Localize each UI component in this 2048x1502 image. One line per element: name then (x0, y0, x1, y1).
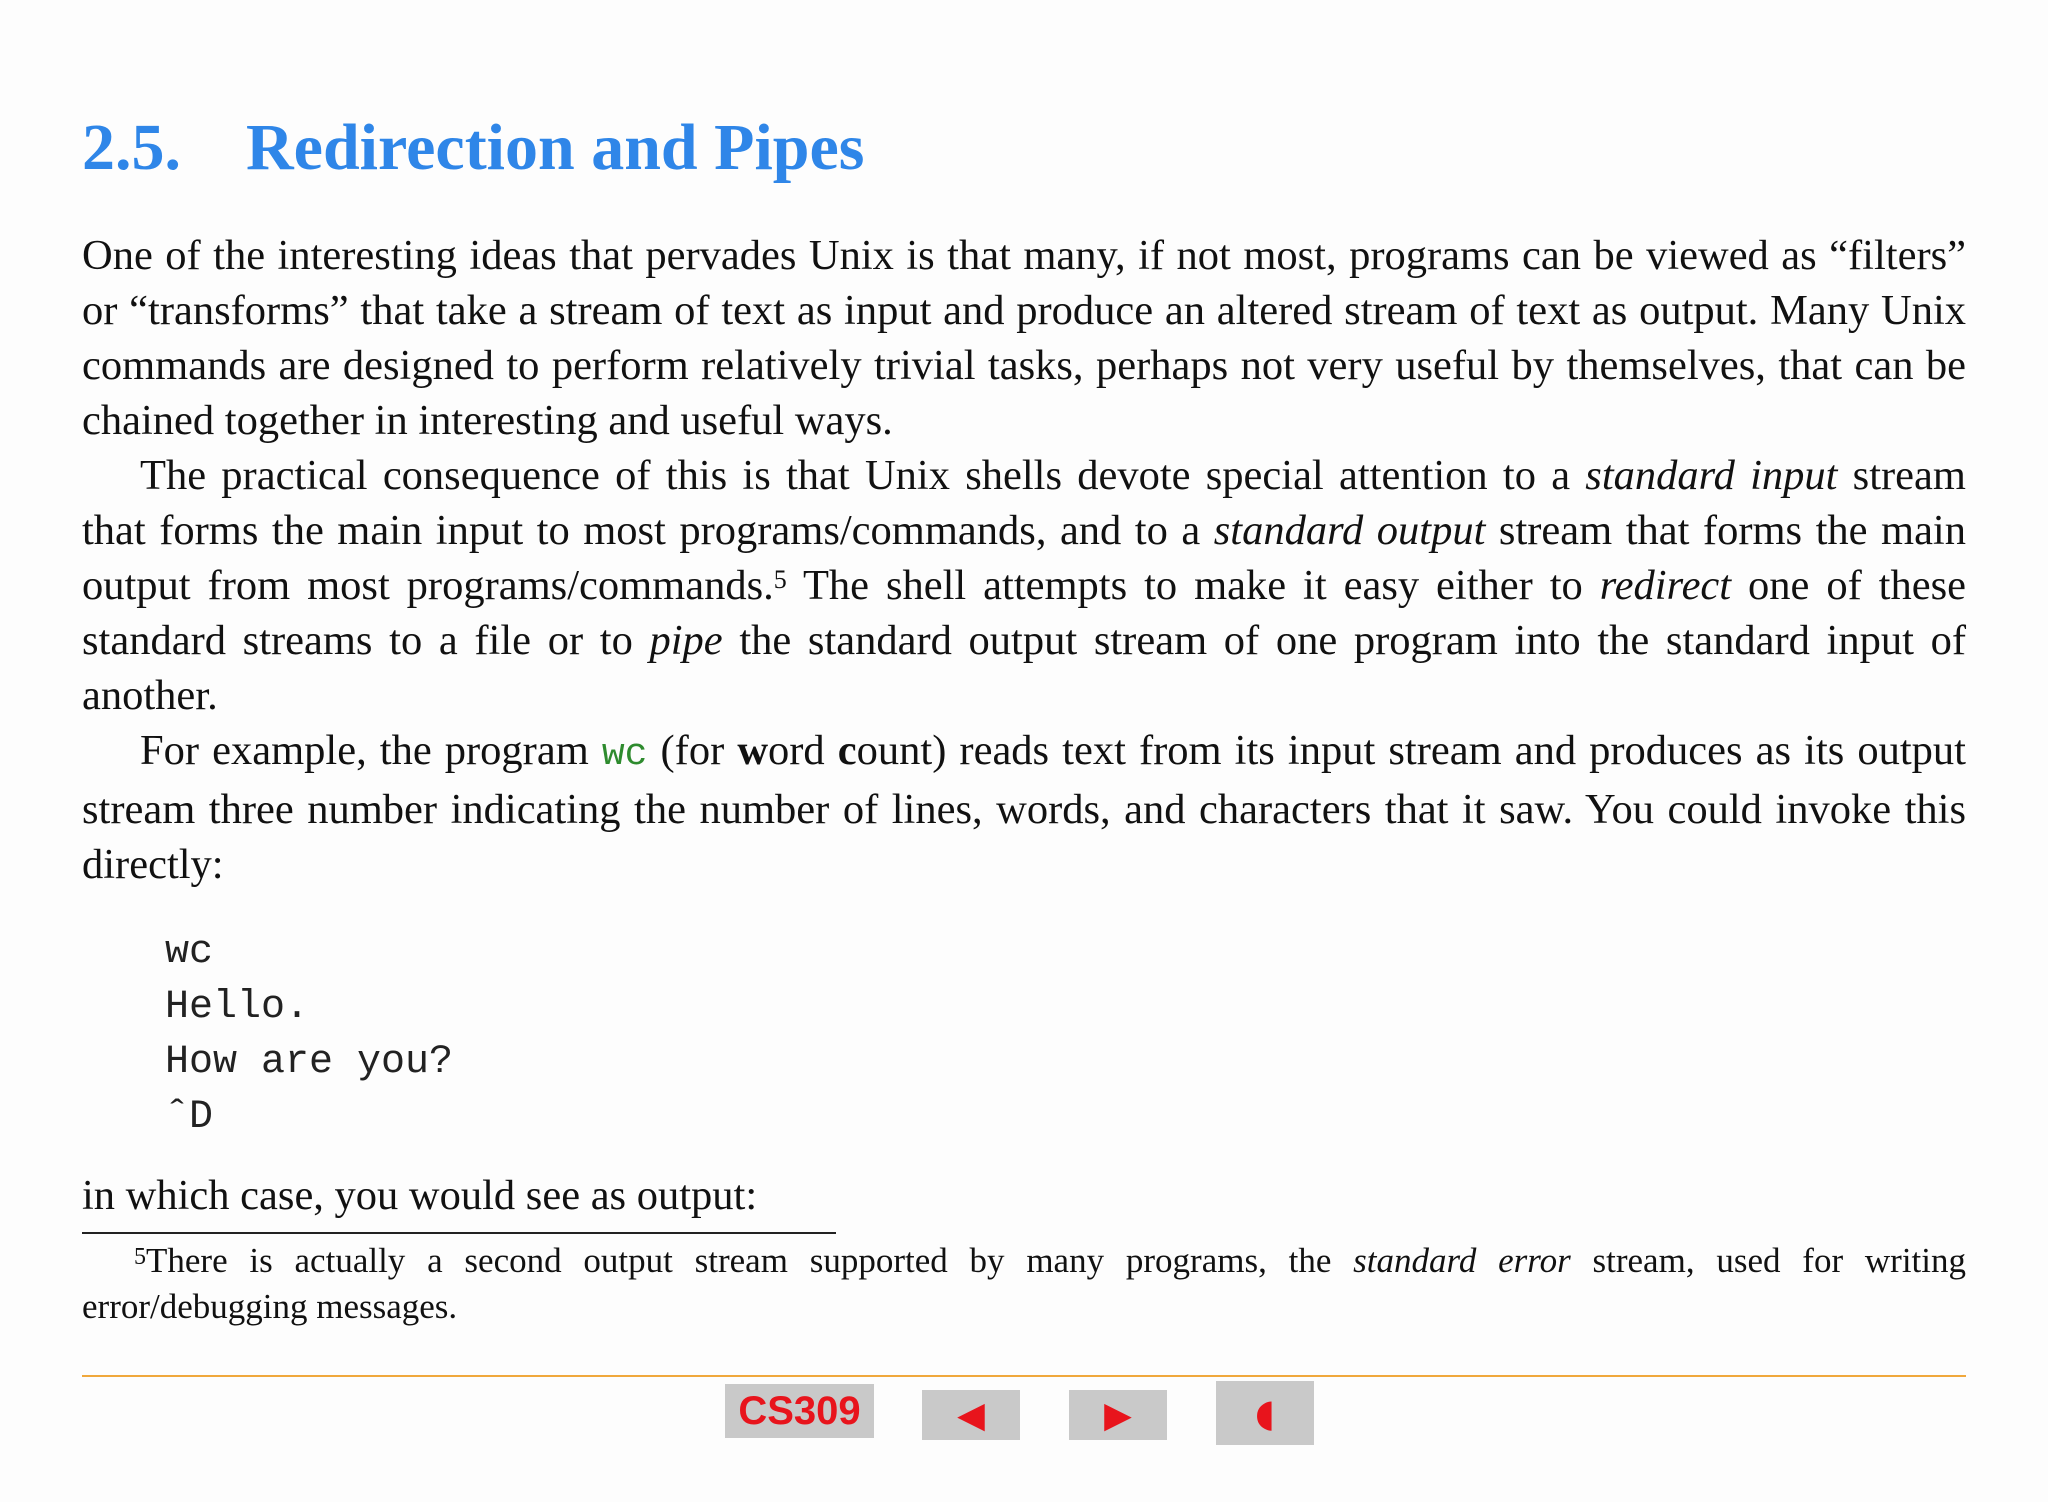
code-line: wc (165, 930, 214, 975)
go-back-button[interactable] (1216, 1381, 1314, 1445)
paragraph-intro: One of the interesting ideas that pervades Unix is that many, if not most, programs can be viewed as “filters” or “transforms” that take a stream of text as input and produce an altered stream of text as output. Many Unix commands are designed to perform relatively trivial tasks, perhaps not very useful by themselves, that can be chained together in interesting and useful ways. (82, 232, 1966, 444)
paragraph-wc-example (82, 723, 1966, 892)
back-icon: ◖ (1254, 1391, 1276, 1435)
section-number: 2.5. (82, 111, 181, 184)
text-run: stream, used for writing error/debugging messages. (82, 1241, 1967, 1326)
code-line: ˆD (165, 1095, 214, 1140)
text-run: ount) reads text from its input stream and produces as its output stream three number indicating the number of lines, words, and characters that it saw. You could invoke this directly: (82, 727, 1966, 888)
paragraph-standard-streams (82, 448, 1966, 723)
footnote-mark: 5 (134, 1244, 146, 1270)
section-title-text: Redirection and Pipes (246, 111, 865, 184)
previous-page-button[interactable] (922, 1390, 1020, 1440)
arrow-left-icon: ◀ (957, 1394, 985, 1436)
text-run: For example, the program (140, 727, 602, 774)
course-home-button[interactable]: CS309 (725, 1384, 874, 1438)
code-line: How are you? (165, 1040, 454, 1085)
footnote-divider (82, 1232, 836, 1234)
arrow-right-icon: ▶ (1104, 1394, 1132, 1436)
footnote (82, 1238, 1966, 1330)
text-run: the standard output stream of one program into the standard input of another. (82, 617, 1966, 719)
footer-divider (82, 1375, 1966, 1377)
paragraph-after-code: in which case, you would see as output: (82, 1172, 758, 1219)
bold-letter: w (737, 727, 769, 774)
code-line: Hello. (165, 985, 310, 1030)
emphasis-standard-input: standard input (1585, 452, 1838, 499)
text-run: The practical consequence of this is that Unix shells devote special attention to a (140, 452, 1586, 499)
code-example (165, 925, 453, 1145)
text-run: (for (647, 727, 738, 774)
text-run: ord (768, 727, 838, 774)
footnote-reference[interactable]: 5 (773, 565, 787, 594)
text-run: The shell attempts to make it easy either to (786, 562, 1600, 609)
inline-code-wc: wc (601, 733, 648, 776)
emphasis-pipe: pipe (649, 617, 723, 664)
body-text (82, 228, 1966, 892)
bold-letter: c (837, 727, 857, 774)
text-run: stream that forms the main output from most programs/commands. (82, 507, 1966, 609)
emphasis-standard-error: standard error (1353, 1241, 1571, 1280)
section-heading (82, 108, 864, 188)
next-page-button[interactable] (1069, 1390, 1167, 1440)
emphasis-redirect: redirect (1599, 562, 1732, 609)
text-run: one of these standard streams to a file or to (82, 562, 1967, 664)
emphasis-standard-output: standard output (1213, 507, 1486, 554)
text-run: There is actually a second output stream supported by many programs, the (146, 1241, 1354, 1280)
text-run: stream that forms the main input to most programs/commands, and to a (82, 452, 1966, 554)
